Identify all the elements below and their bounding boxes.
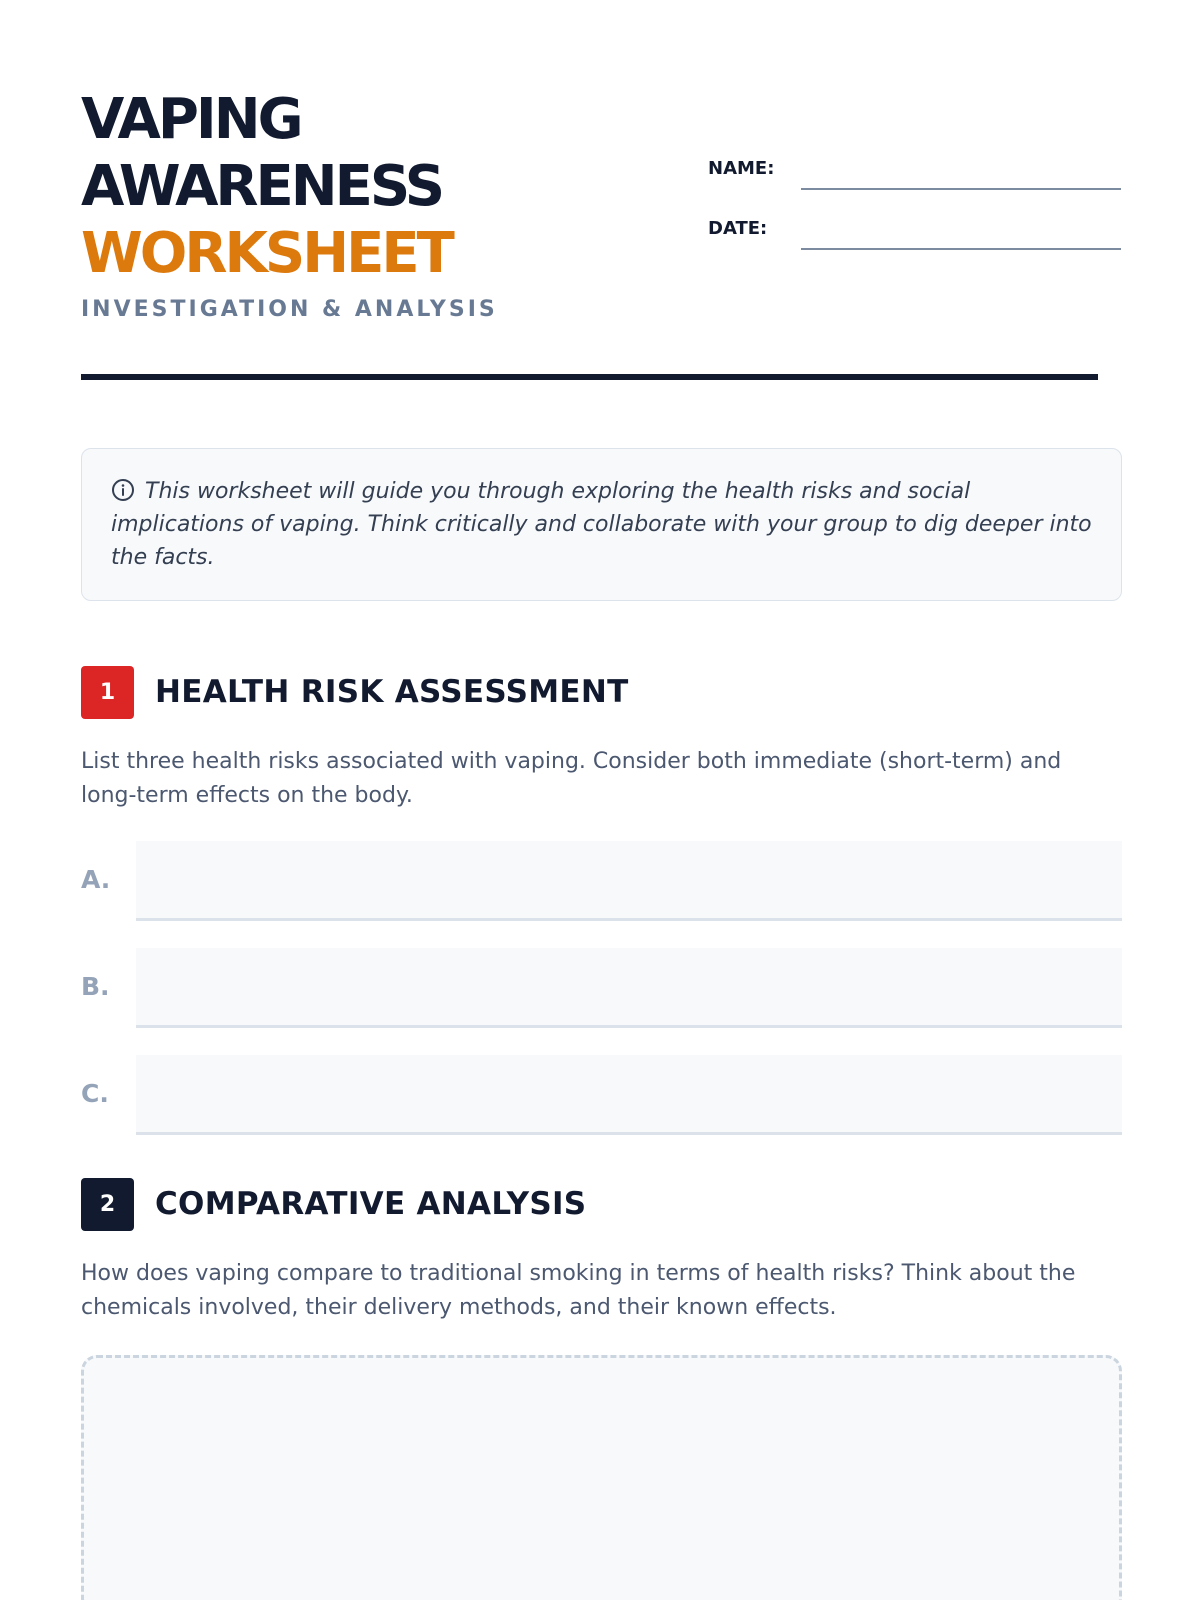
comparative-answer-box[interactable] — [81, 1355, 1122, 1600]
answer-row-a — [81, 841, 1098, 921]
worksheet-header — [81, 0, 1098, 380]
section-prompt: How does vaping compare to traditional smoking in terms of health risks? Think about the chemicals involved, their delivery methods, and their known effects. — [81, 1261, 1076, 1320]
answer-letter: A. — [81, 865, 111, 894]
section-prompt: List three health risks associated with vaping. Consider both immediate (short-term) and long-term effects on the body. — [81, 749, 1062, 808]
name-input[interactable] — [801, 154, 1121, 190]
answer-input-b[interactable] — [136, 948, 1122, 1028]
date-input[interactable] — [801, 214, 1121, 250]
info-icon — [111, 478, 135, 502]
subtitle: INVESTIGATION & ANALYSIS — [81, 297, 498, 322]
intro-box — [81, 448, 1122, 601]
header-divider — [81, 374, 1098, 380]
section-title: HEALTH RISK ASSESSMENT — [155, 674, 629, 710]
section-title: COMPARATIVE ANALYSIS — [155, 1186, 587, 1222]
answer-input-c[interactable] — [136, 1055, 1122, 1135]
answer-letter: B. — [81, 972, 110, 1001]
section-header — [81, 1177, 1098, 1231]
student-fields — [708, 154, 1098, 274]
section-number-badge: 2 — [81, 1178, 134, 1231]
answer-input-a[interactable] — [136, 841, 1122, 921]
title-line-worksheet: WORKSHEET — [81, 221, 452, 286]
date-label: DATE: — [708, 218, 768, 239]
answer-row-c — [81, 1055, 1098, 1135]
intro-text: This worksheet will guide you through exploring the health risks and social implications of vaping. Think critically and collaborate with your group to dig deeper into the facts. — [111, 479, 1092, 570]
answer-row-b — [81, 948, 1098, 1028]
section-health-risk — [81, 665, 1098, 1135]
answer-letter: C. — [81, 1079, 109, 1108]
section-header — [81, 665, 1098, 719]
section-comparative-analysis — [81, 1177, 1098, 1600]
title-line-awareness: AWARENESS — [81, 154, 443, 219]
date-field-row — [708, 214, 1098, 274]
name-field-row — [708, 154, 1098, 214]
section-number-badge: 1 — [81, 666, 134, 719]
name-label: NAME: — [708, 158, 775, 179]
title-block — [81, 86, 498, 322]
title-line-vaping: VAPING — [81, 87, 301, 152]
answer-list — [81, 841, 1098, 1135]
